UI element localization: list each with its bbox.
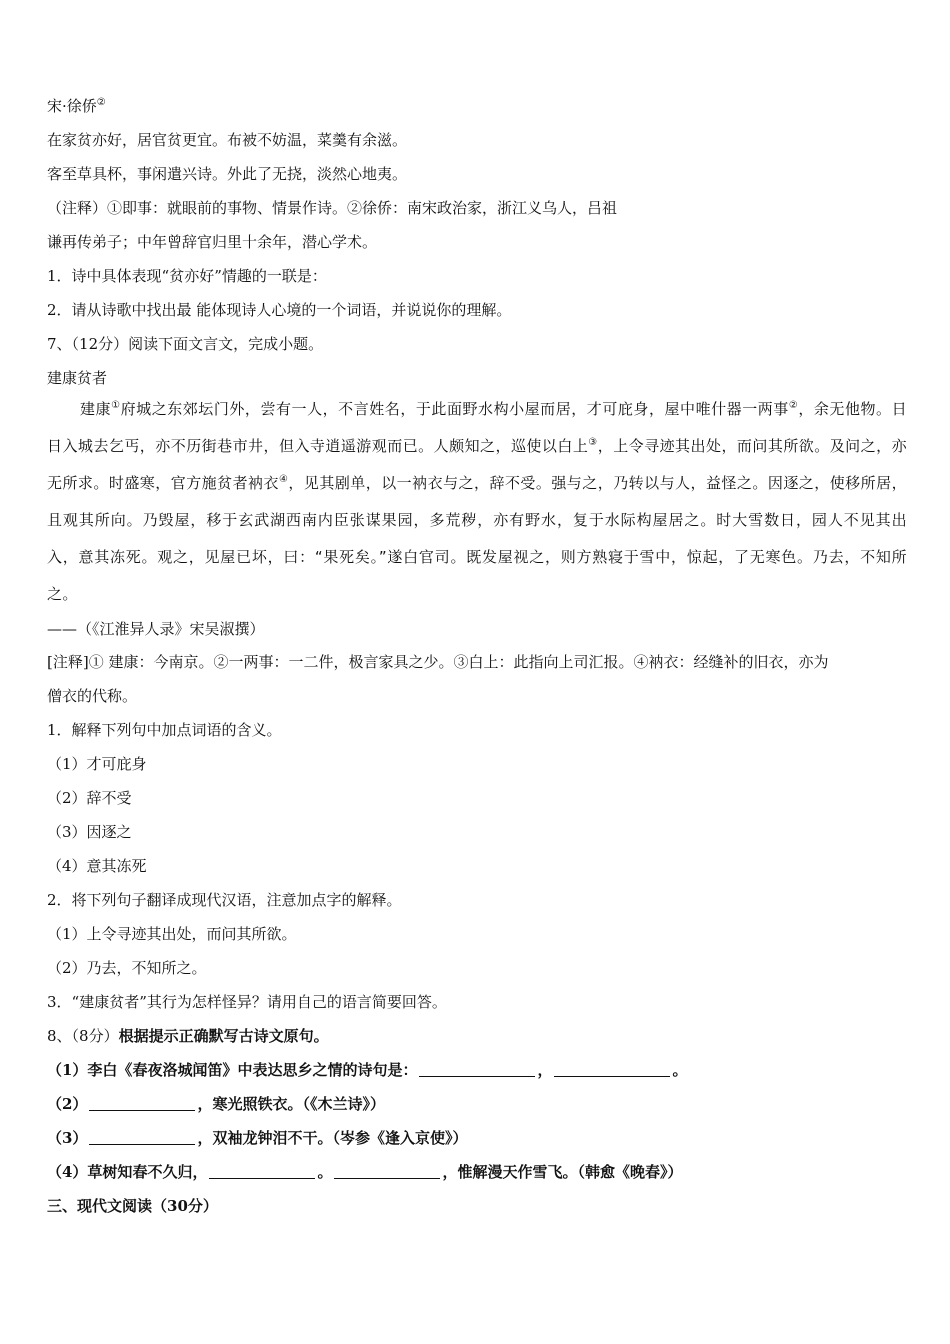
- q7-sub-1-item-3: （3）因逐之: [47, 823, 132, 841]
- passage-text: ，上令寻迹其出处，而问其所欲。及问之，亦无所求。时盛寒，官方施贫者衲衣: [47, 437, 907, 492]
- poem-note-2: 谦再传弟子；中年曾辞官归里十余年，潜心学术。: [47, 233, 378, 251]
- q7-source: ——（《江淮异人录》宋吴淑撰）: [47, 620, 265, 638]
- item-text: ，: [537, 1061, 553, 1079]
- q7-sub-2-item-2: （2）乃去，不知所之。: [47, 959, 207, 977]
- q7-header: 7、（12分）阅读下面文言文，完成小题。: [47, 335, 324, 353]
- poem-author-text: 宋·徐侨: [47, 97, 97, 115]
- poem-line-2: 客至草具杯，事闲遣兴诗。外此了无挠，淡然心地夷。: [47, 165, 408, 183]
- q7-sub-1: 1．解释下列句中加点词语的含义。: [47, 721, 282, 739]
- q8-instruction: 根据提示正确默写古诗文原句。: [118, 1027, 329, 1045]
- answer-blank[interactable]: [89, 1126, 195, 1145]
- document-page: [47, 95, 907, 1223]
- passage-text: ，余无他物。日日入城去乞丐，亦不历街巷市井，但入寺逍遥游观而已。人颇知之，巡使以白上: [47, 400, 907, 455]
- footnote-mark: ①: [111, 400, 121, 411]
- q8-item-4: [47, 1155, 907, 1189]
- footnote-mark: ②: [788, 400, 799, 411]
- item-text: （2）: [47, 1095, 88, 1113]
- q7-title: 建康贫者: [47, 369, 108, 387]
- q7-note-2: 僧衣的代称。: [47, 687, 138, 705]
- passage-text: 府城之东郊坛门外，尝有一人，不言姓名，于此面野水构小屋而居，才可庇身，屋中唯什器一两事: [120, 400, 789, 418]
- item-text: 。: [672, 1061, 688, 1079]
- answer-blank[interactable]: [419, 1058, 535, 1077]
- item-text: （3）: [47, 1129, 88, 1147]
- item-text: （4）草树知春不久归，: [47, 1163, 208, 1181]
- poem-line-1: 在家贫亦好，居官贫更宜。布被不妨温，菜羹有余滋。: [47, 131, 408, 149]
- passage-text: ，见其剧单，以一衲衣与之，辞不受。强与之，乃转以与人，益怪之。因逐之，使移所居，且观其所向。乃毁屋，移于玄武湖西南内臣张谋果园，多荒秽，亦有野水，复于水际构屋居之。时大雪数日，园人不见其出入，意其冻死。观之，见屋已坏，曰：“果死矣。”遂白官司。既发屋视之，则方熟寝于雪中，惊起，了无寒色。乃去，不知所之。: [47, 474, 907, 603]
- poem-note-1: （注释）①即事：就眼前的事物、情景作诗。②徐侨：南宋政治家，浙江义乌人，吕祖: [47, 199, 618, 217]
- q7-sub-2-item-1: （1）上令寻迹其出处，而问其所欲。: [47, 925, 297, 943]
- passage-text: 建康: [80, 400, 112, 418]
- poem-question-1: 1．诗中具体表现“贫亦好”情趣的一联是：: [47, 267, 327, 285]
- section-3-heading: 三、现代文阅读（30分）: [47, 1197, 218, 1215]
- item-text: 。: [317, 1163, 333, 1181]
- q8-item-2: [47, 1087, 907, 1121]
- footnote-mark: ②: [96, 97, 106, 108]
- poem-author: [47, 93, 907, 123]
- answer-blank[interactable]: [554, 1058, 670, 1077]
- item-text: ，惟解漫天作雪飞。（韩愈《晚春》）: [442, 1163, 683, 1181]
- footnote-mark: ④: [278, 474, 289, 485]
- q7-sub-1-item-4: （4）意其冻死: [47, 857, 147, 875]
- q7-passage-paragraph: [47, 391, 907, 613]
- poem-question-2: 2．请从诗歌中找出最 能体现诗人心境的一个词语，并说说你的理解。: [47, 301, 512, 319]
- answer-blank[interactable]: [334, 1160, 440, 1179]
- footnote-mark: ③: [588, 437, 598, 448]
- q7-sub-2: 2．将下列句子翻译成现代汉语，注意加点字的解释。: [47, 891, 402, 909]
- q7-sub-1-item-2: （2）辞不受: [47, 789, 132, 807]
- q8-item-1: [47, 1053, 907, 1087]
- item-text: （1）李白《春夜洛城闻笛》中表达思乡之情的诗句是：: [47, 1061, 418, 1079]
- item-text: ，寒光照铁衣。（《木兰诗》）: [197, 1095, 385, 1113]
- answer-blank[interactable]: [209, 1160, 315, 1179]
- q7-sub-3: 3．“建康贫者”其行为怎样怪异？请用自己的语言简要回答。: [47, 993, 447, 1011]
- q7-passage: [47, 391, 907, 613]
- q8-item-3: [47, 1121, 907, 1155]
- item-text: ，双袖龙钟泪不干。（岑参《逢入京使》）: [197, 1129, 468, 1147]
- q7-sub-1-item-1: （1）才可庇身: [47, 755, 147, 773]
- q7-note-1: [注释]① 建康：今南京。②一两事：一二件，极言家具之少。③白上：此指向上司汇报。④衲衣：经缝补的旧衣，亦为: [47, 653, 829, 671]
- answer-blank[interactable]: [89, 1092, 195, 1111]
- q8-number: 8、（8分）: [47, 1027, 119, 1045]
- q8-header: [47, 1019, 907, 1053]
